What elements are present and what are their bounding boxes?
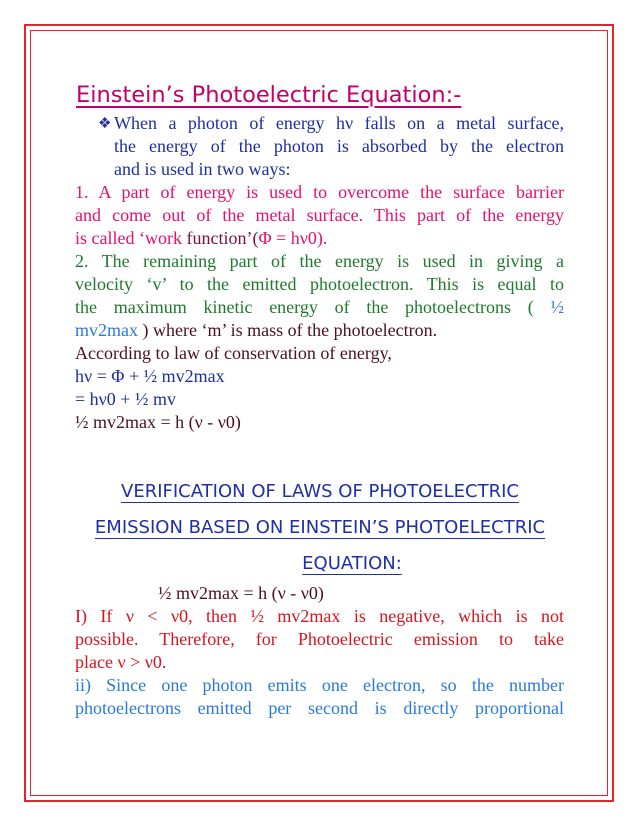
bullet-line: the energy of the photon is absorbed by the electron (114, 136, 564, 156)
law-i (75, 605, 564, 674)
section-heading-line: EQUATION: (302, 553, 402, 574)
section-equation: ½ mv2max = h (ν - ν0) (158, 583, 324, 603)
equation-3: ½ mv2max = h (ν - ν0) (75, 412, 241, 432)
equation-2: = hν0 + ½ mv (75, 389, 176, 409)
section-heading-line: EMISSION BASED ON EINSTEIN’S PHOTOELECTRIC (94, 517, 546, 538)
law-ii-line: photoelectrons emitted per second is directly proportional (75, 698, 564, 718)
bullet-paragraph (76, 112, 564, 181)
law-i-line: possible. Therefore, for Photoelectric emission to take (75, 629, 564, 649)
point-2-line: velocity ‘v’ to the emitted photoelectron. This is equal to (75, 274, 564, 294)
bullet-line: When a photon of energy hν falls on a metal surface, (114, 113, 564, 133)
section-2-heading (76, 474, 564, 582)
document-body (76, 80, 564, 720)
equation-1: hν = Φ + ½ mv2max (75, 366, 225, 386)
conservation-block (75, 342, 564, 434)
section-heading-line: VERIFICATION OF LAWS OF PHOTOELECTRIC (121, 481, 519, 502)
point-2-line: mv2max ) where ‘m’ is mass of the photoelectron. (75, 320, 438, 340)
page-title: Einstein’s Photoelectric Equation:- (76, 82, 462, 108)
point-1-line: is called ‘work function’(Φ = hν0). (75, 228, 328, 248)
point-1-line: and come out of the metal surface. This part of the energy (75, 205, 564, 225)
law-ii-line: ii) Since one photon emits one electron, so the number (75, 675, 564, 695)
point-2-line: 2. The remaining part of the energy is used in giving a (75, 251, 564, 271)
conservation-line: According to law of conservation of energy, (75, 343, 392, 363)
diamond-bullet-icon: ❖ (98, 116, 112, 132)
bullet-line: and is used in two ways: (114, 159, 291, 179)
law-ii (75, 674, 564, 720)
law-i-line: I) If ν < ν0, then ½ mv2max is negative, which is not (75, 606, 564, 626)
point-2-line: the maximum kinetic energy of the photoelectrons ( ½ (75, 297, 565, 317)
point-2 (75, 250, 564, 342)
point-1-line: 1. A part of energy is used to overcome the surface barrier (75, 182, 564, 202)
point-1 (75, 181, 564, 250)
law-i-line: place ν > ν0. (75, 652, 167, 672)
